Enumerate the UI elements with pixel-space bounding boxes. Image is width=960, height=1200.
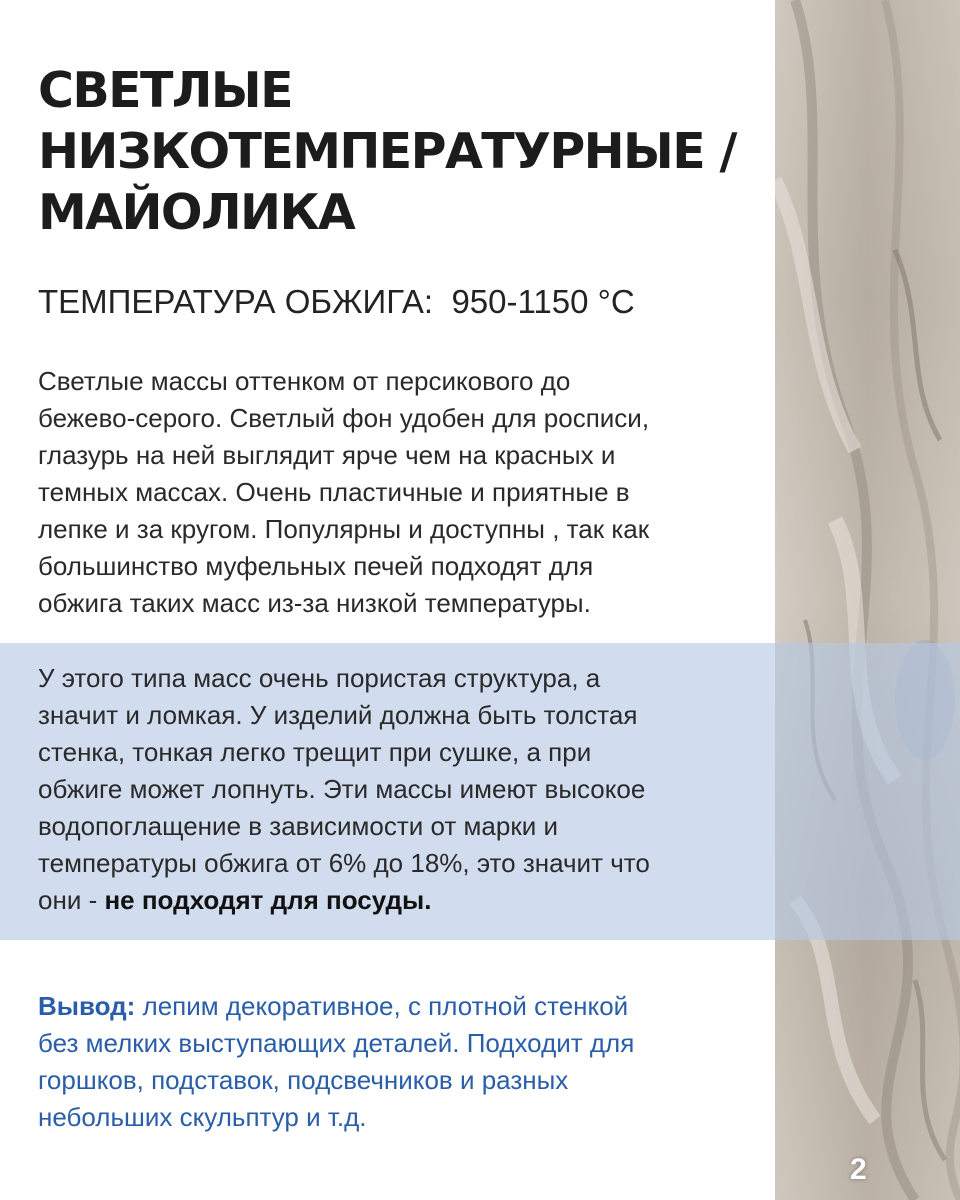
paragraph-line: Светлые массы оттенком от персикового до	[38, 366, 571, 396]
paragraph-line: У этого типа масс очень пористая структура, а	[38, 663, 601, 693]
paragraph-line: бежево-серого. Светлый фон удобен для росписи,	[38, 403, 650, 433]
paragraph-line: темных массах. Очень пластичные и приятные в	[38, 477, 630, 507]
page-title	[38, 60, 778, 243]
page-number: 2	[850, 1153, 867, 1186]
title-line-2: НИЗКОТЕМПЕРАТУРНЫЕ /	[38, 123, 736, 180]
clay-texture-image	[775, 0, 960, 1200]
paragraph-line: глазурь на ней выглядит ярче чем на красных и	[38, 440, 616, 470]
firing-temperature	[38, 280, 635, 324]
paragraph-line: стенка, тонкая легко трещит при сушке, а при	[38, 737, 592, 767]
conclusion-line: небольших скульптур и т.д.	[38, 1102, 367, 1132]
conclusion-label: Вывод:	[38, 991, 136, 1021]
firing-temperature-label: ТЕМПЕРАТУРА ОБЖИГА:	[38, 283, 434, 320]
not-for-dishes-emphasis: не подходят для посуды.	[104, 885, 432, 915]
last-line-prefix: они -	[38, 885, 105, 915]
paragraph-line: значит и ломкая. У изделий должна быть толстая	[38, 700, 638, 730]
title-line-3: МАЙОЛИКА	[38, 184, 355, 241]
paragraph-line: обжига таких масс из-за низкой температуры.	[38, 588, 591, 618]
firing-temperature-value: 950-1150 °C	[451, 283, 635, 320]
conclusion-line: без мелких выступающих деталей. Подходит для	[38, 1028, 635, 1058]
paragraph-line: обжиге может лопнуть. Эти массы имеют высокое	[38, 774, 646, 804]
title-line-1: СВЕТЛЫЕ	[38, 62, 292, 119]
paragraph-line: температуры обжига от 6% до 18%, это значит что	[38, 848, 650, 878]
warning-paragraph	[38, 660, 650, 919]
paragraph-line: водопоглащение в зависимости от марки и	[38, 811, 558, 841]
paragraph-last-line	[38, 882, 650, 919]
paragraph-line: лепке и за кругом. Популярны и доступны , так как	[38, 514, 650, 544]
paragraph-line: большинство муфельных печей подходят для	[38, 551, 594, 581]
description-paragraph	[38, 363, 649, 622]
conclusion-paragraph	[38, 988, 634, 1136]
conclusion-line: горшков, подставок, подсвечников и разных	[38, 1065, 569, 1095]
clay-texture-photo	[775, 0, 960, 1200]
conclusion-first-line	[38, 988, 634, 1025]
conclusion-text: лепим декоративное, с плотной стенкой	[135, 991, 629, 1021]
